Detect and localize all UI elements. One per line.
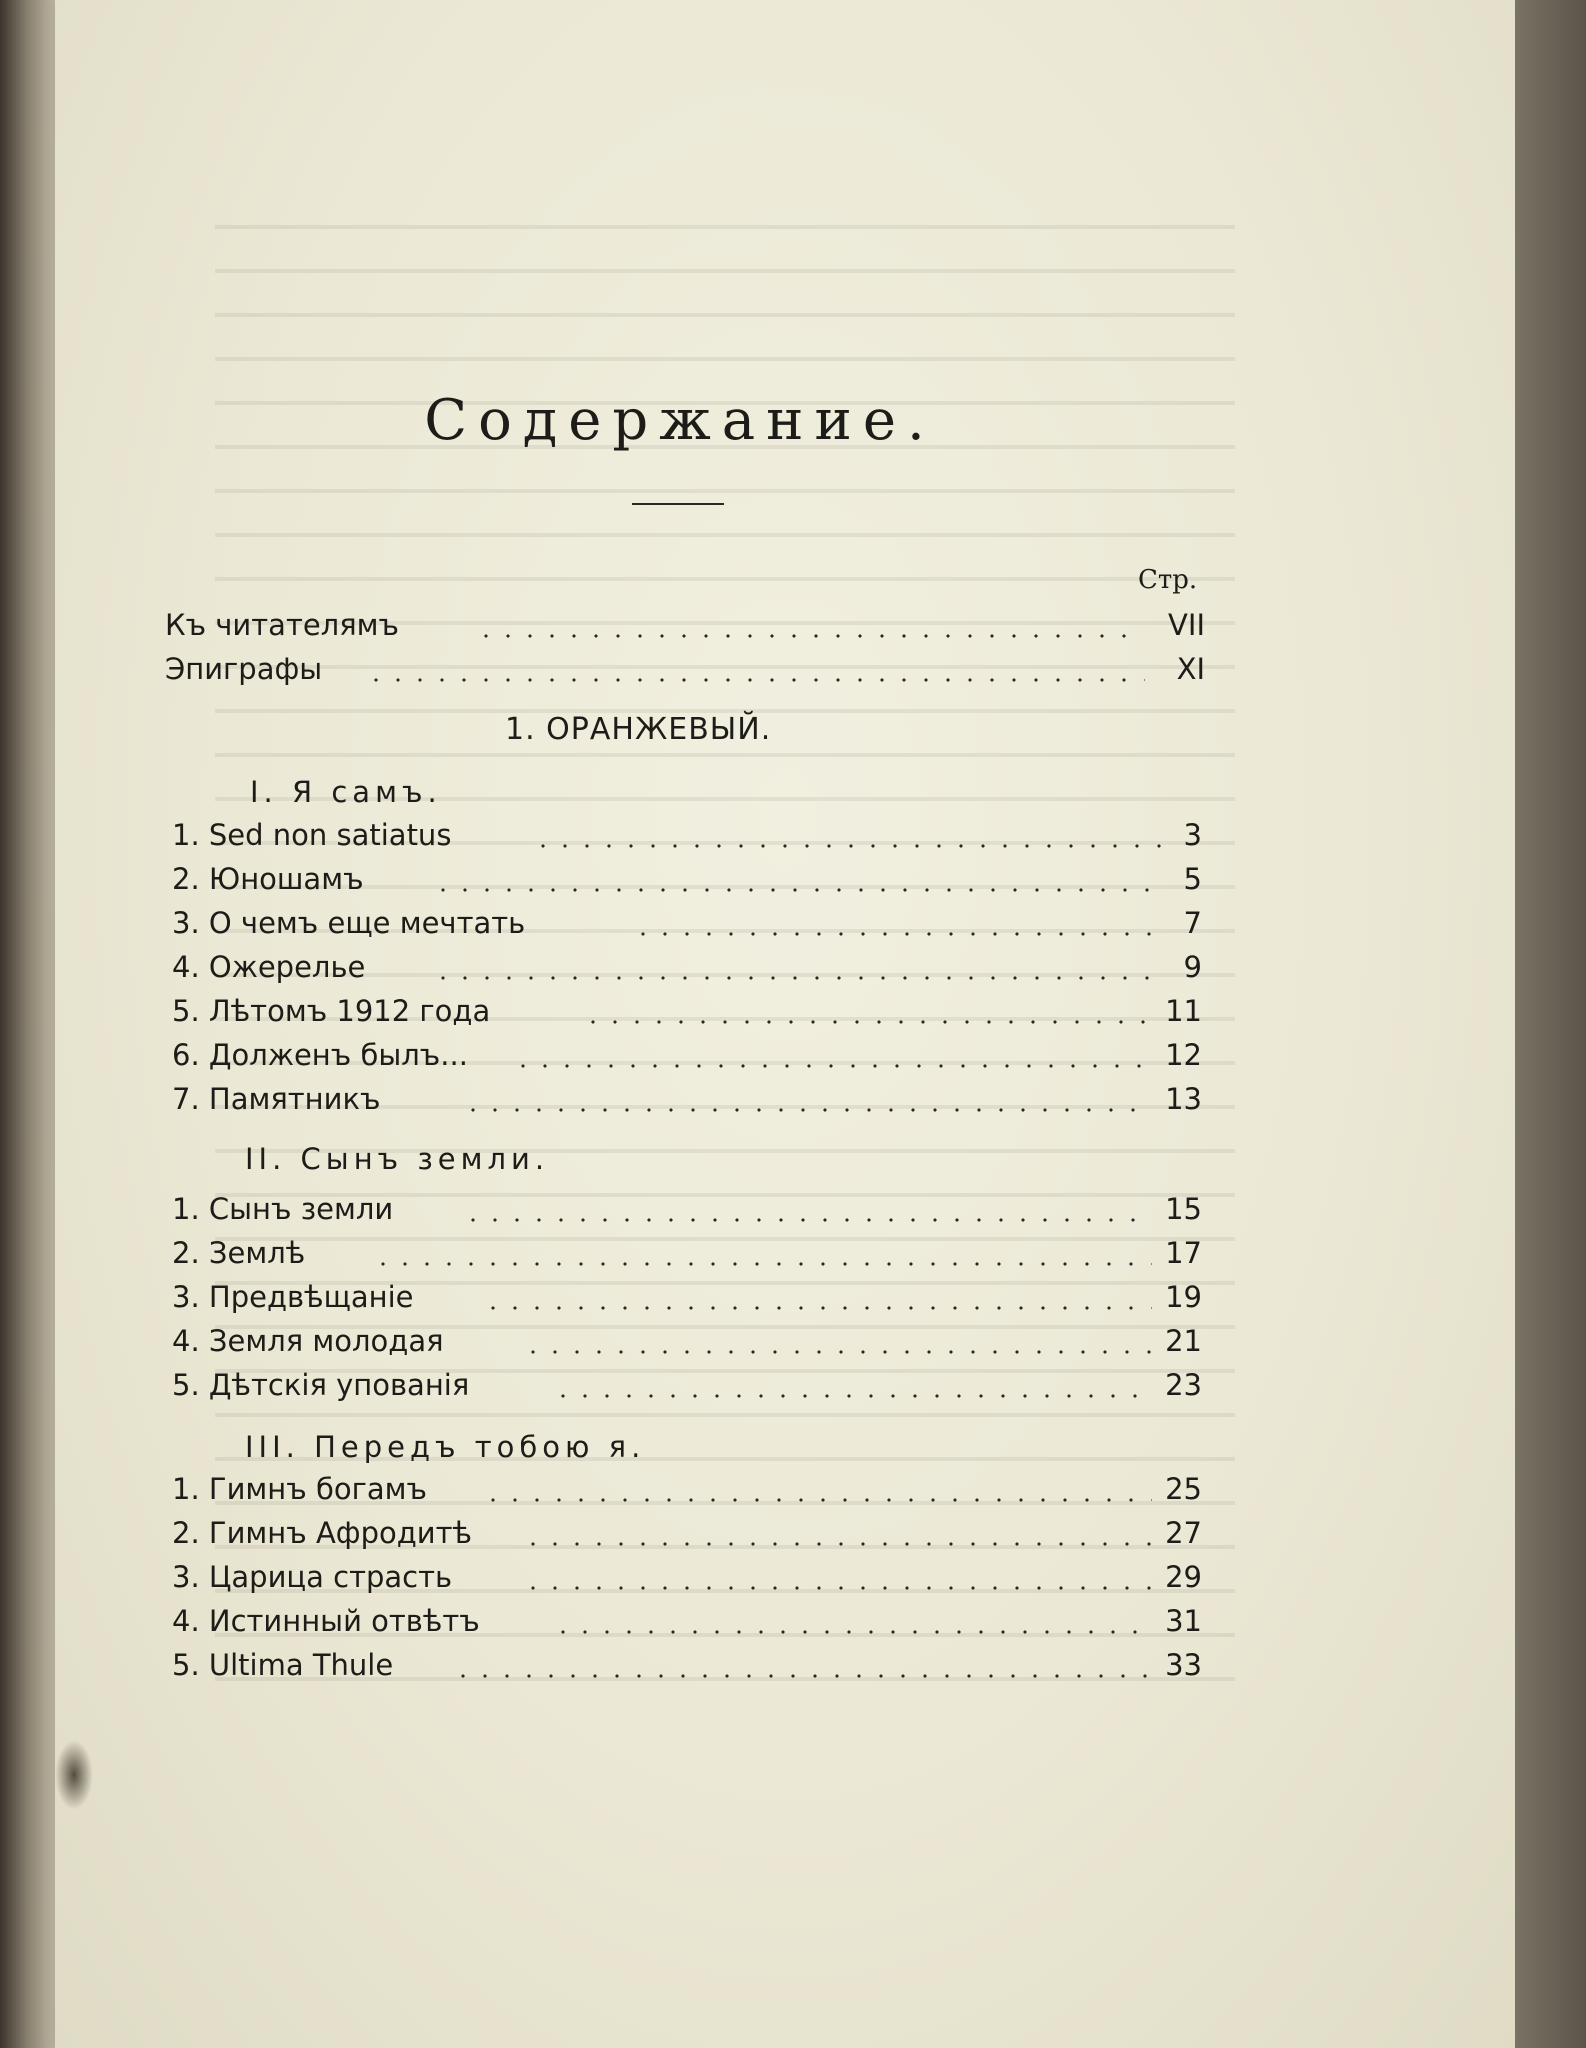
toc-entry-page: 5 [1183,862,1202,896]
toc-entry-page: 15 [1165,1192,1202,1226]
toc-entry-page: 27 [1165,1516,1202,1550]
toc-entry [172,1324,1202,1364]
dot-leader [475,634,1135,638]
toc-entry [172,906,1202,946]
toc-entry [172,1648,1202,1688]
toc-entry-label: 4. Истинный отвѣтъ [172,1604,480,1638]
toc-entry-page: 29 [1165,1560,1202,1594]
toc-entry-page: 7 [1183,906,1202,940]
dot-leader [552,1394,1152,1398]
dot-leader [632,932,1162,936]
toc-entry-label: 7. Памятникъ [172,1082,381,1116]
dot-leader [522,1586,1152,1590]
toc-entry-page: 12 [1165,1038,1202,1072]
toc-entry [172,1038,1202,1078]
dot-leader [452,1674,1152,1678]
toc-entry [172,818,1202,858]
toc-entry-label: 4. Ожерелье [172,950,366,984]
toc-entry-page: 31 [1165,1604,1202,1638]
toc-entry-page: 33 [1165,1648,1202,1682]
dot-leader [582,1020,1152,1024]
toc-entry [165,608,1205,648]
toc-entry-page: 23 [1165,1368,1202,1402]
toc-entry-page: 21 [1165,1324,1202,1358]
toc-entry [172,950,1202,990]
toc-entry [172,1236,1202,1276]
toc-entry [172,1368,1202,1408]
toc-entry [172,862,1202,902]
section-heading: II. Сынъ земли. [245,1142,550,1176]
dot-leader [365,678,1145,682]
dot-leader [432,888,1162,892]
section-heading: I. Я самъ. [250,775,442,809]
toc-entry [172,1192,1202,1232]
toc-entry-page: 25 [1165,1472,1202,1506]
dot-leader [522,1350,1152,1354]
dot-leader [372,1262,1152,1266]
page-edge [1515,0,1586,2048]
toc-entry-label: 3. О чемъ еще мечтать [172,906,526,940]
toc-entry-label: Къ читателямъ [165,608,400,642]
dot-leader [462,1218,1152,1222]
title-rule [632,503,724,505]
toc-entry-page: 17 [1165,1236,1202,1270]
page-column-label: Стр. [1138,565,1198,595]
toc-entry-label: 2. Юношамъ [172,862,364,896]
toc-entry-page: 13 [1165,1082,1202,1116]
toc-entry-label: 1. Гимнъ богамъ [172,1472,427,1506]
toc-entry [172,1472,1202,1512]
toc-entry-page: VII [1168,608,1205,642]
toc-entry-label: Эпиграфы [165,652,323,686]
toc-entry-page: 9 [1183,950,1202,984]
toc-entry [172,1560,1202,1600]
page-title: Содержание. [424,388,936,453]
toc-entry-label: 3. Предвѣщаніе [172,1280,414,1314]
dot-leader [522,1542,1152,1546]
toc-entry-label: 6. Долженъ былъ... [172,1038,468,1072]
toc-entry-page: 19 [1165,1280,1202,1314]
dot-leader [432,976,1162,980]
toc-entry-page: 11 [1165,994,1202,1028]
toc-entry-page: XI [1176,652,1205,686]
toc-entry [172,1604,1202,1644]
toc-entry [172,1280,1202,1320]
toc-entry-label: 1. Sed non satiatus [172,818,452,852]
toc-entry-label: 1. Сынъ земли [172,1192,394,1226]
toc-entry [172,1516,1202,1556]
toc-entry-page: 3 [1183,818,1202,852]
section-heading: III. Передъ тобою я. [245,1430,646,1464]
toc-entry-label: 5. Дѣтскія упованія [172,1368,470,1402]
dot-leader [482,1498,1152,1502]
paper-stain [55,1740,93,1810]
toc-entry-label: 2. Гимнъ Афродитѣ [172,1516,473,1550]
toc-entry [165,652,1205,692]
dot-leader [552,1630,1152,1634]
toc-entry-label: 5. Ultima Thule [172,1648,394,1682]
toc-entry-label: 5. Лѣтомъ 1912 года [172,994,491,1028]
dot-leader [512,1064,1152,1068]
dot-leader [482,1306,1152,1310]
dot-leader [462,1108,1152,1112]
toc-entry [172,1082,1202,1122]
toc-entry [172,994,1202,1034]
dot-leader [532,844,1162,848]
part-heading: 1. ОРАНЖЕВЫЙ. [505,712,772,747]
toc-entry-label: 4. Земля молодая [172,1324,444,1358]
toc-entry-label: 2. Землѣ [172,1236,306,1270]
toc-entry-label: 3. Царица страсть [172,1560,453,1594]
